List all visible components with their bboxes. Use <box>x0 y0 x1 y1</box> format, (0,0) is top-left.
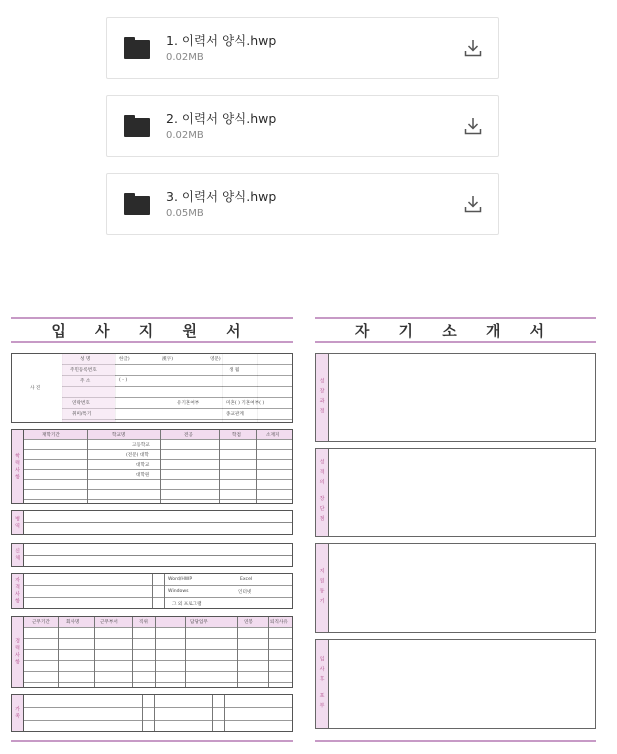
military-table <box>11 510 293 535</box>
intro-box-growth <box>315 353 596 442</box>
resume-title: 입 사 지 원 서 <box>11 317 293 343</box>
hanja-label: 漢字) <box>162 357 173 362</box>
body-label: 신체 <box>12 544 24 566</box>
intro-box-personality <box>315 448 596 537</box>
career-col: 근무부서 <box>100 620 118 625</box>
military-label: 병역 <box>12 511 24 534</box>
edu-col-major: 전공 <box>184 433 193 438</box>
career-col: 담당업무 <box>190 620 208 625</box>
download-icon[interactable] <box>464 194 482 214</box>
career-col: 근무기간 <box>32 620 50 625</box>
edu-row: 대학원 <box>136 473 150 478</box>
career-col: 회사명 <box>66 620 80 625</box>
file-item-3[interactable] <box>106 173 499 235</box>
intro-box-motivation <box>315 543 596 633</box>
intro-label: 입사후 포부 <box>318 655 325 713</box>
file-meta <box>166 33 464 63</box>
phone-label: 연락번호 <box>72 401 90 406</box>
edu-row: (전문) 대학 <box>126 453 149 458</box>
skill-label: Excel <box>240 577 253 582</box>
intro-label: 지원동기 <box>318 568 325 608</box>
personal-info-table <box>11 353 293 423</box>
religion-label: 종교관계 <box>226 412 244 417</box>
folder-icon <box>124 193 150 215</box>
career-col: 연봉 <box>244 620 253 625</box>
license-table <box>11 573 293 609</box>
license-label: 자격사항 <box>12 574 24 608</box>
skill-label: 인터넷 <box>238 590 252 595</box>
education-label: 학력사항 <box>12 430 24 503</box>
folder-icon <box>124 115 150 137</box>
career-col: 직위 <box>139 620 148 625</box>
career-col: 퇴직사유 <box>270 620 288 625</box>
file-meta <box>166 111 464 141</box>
folder-icon <box>124 37 150 59</box>
zip-label: ( - ) <box>119 378 128 383</box>
photo-label: 사 진 <box>30 386 41 391</box>
intro-box-aspiration <box>315 639 596 729</box>
edu-row: 고등학교 <box>132 443 150 448</box>
file-name[interactable]: 1. 이력서 양식.hwp <box>166 33 277 48</box>
file-size: 0.02MB <box>166 130 204 141</box>
file-name[interactable]: 2. 이력서 양식.hwp <box>166 111 277 126</box>
family-table <box>11 694 293 732</box>
birth-label: 생 월 <box>229 368 240 373</box>
body-table <box>11 543 293 567</box>
career-table <box>11 616 293 688</box>
education-table <box>11 429 293 504</box>
file-name[interactable]: 3. 이력서 양식.hwp <box>166 189 277 204</box>
intro-label: 성격의 장단점 <box>318 459 325 526</box>
name-label: 성 명 <box>80 357 91 362</box>
download-icon[interactable] <box>464 38 482 58</box>
hobby-label: 취미/특기 <box>72 412 92 417</box>
address-label: 주 소 <box>80 379 91 384</box>
edu-row: 대학교 <box>136 463 150 468</box>
skill-label: Word/HWP <box>168 577 193 582</box>
marriage-label: 유기혼여부 <box>177 401 200 406</box>
edu-col-grade: 학점 <box>232 433 241 438</box>
intro-label: 성장과정 <box>318 377 325 418</box>
skill-label: Windows <box>168 589 189 594</box>
skill-label: 그 외 프로그램 <box>172 602 202 607</box>
resident-no-label: 주민등록번호 <box>70 368 97 373</box>
career-label: 경력사항 <box>12 617 24 687</box>
download-icon[interactable] <box>464 116 482 136</box>
family-label: 가족 <box>12 695 24 731</box>
married-label: 미혼( ) 기혼여부( ) <box>226 401 265 406</box>
file-item-1[interactable] <box>106 17 499 79</box>
file-meta <box>166 189 464 219</box>
file-size: 0.02MB <box>166 52 204 63</box>
file-item-2[interactable] <box>106 95 499 157</box>
edu-col-location: 소재지 <box>266 433 280 438</box>
edu-col-period: 재학기간 <box>42 433 60 438</box>
eng-label: 영문) <box>210 357 221 362</box>
file-list <box>106 17 499 251</box>
edu-col-school: 학교명 <box>112 433 126 438</box>
file-size: 0.05MB <box>166 208 204 219</box>
hangul-label: 한글) <box>119 357 130 362</box>
resume-preview-image <box>0 314 617 754</box>
intro-title: 자 기 소 개 서 <box>315 317 596 343</box>
